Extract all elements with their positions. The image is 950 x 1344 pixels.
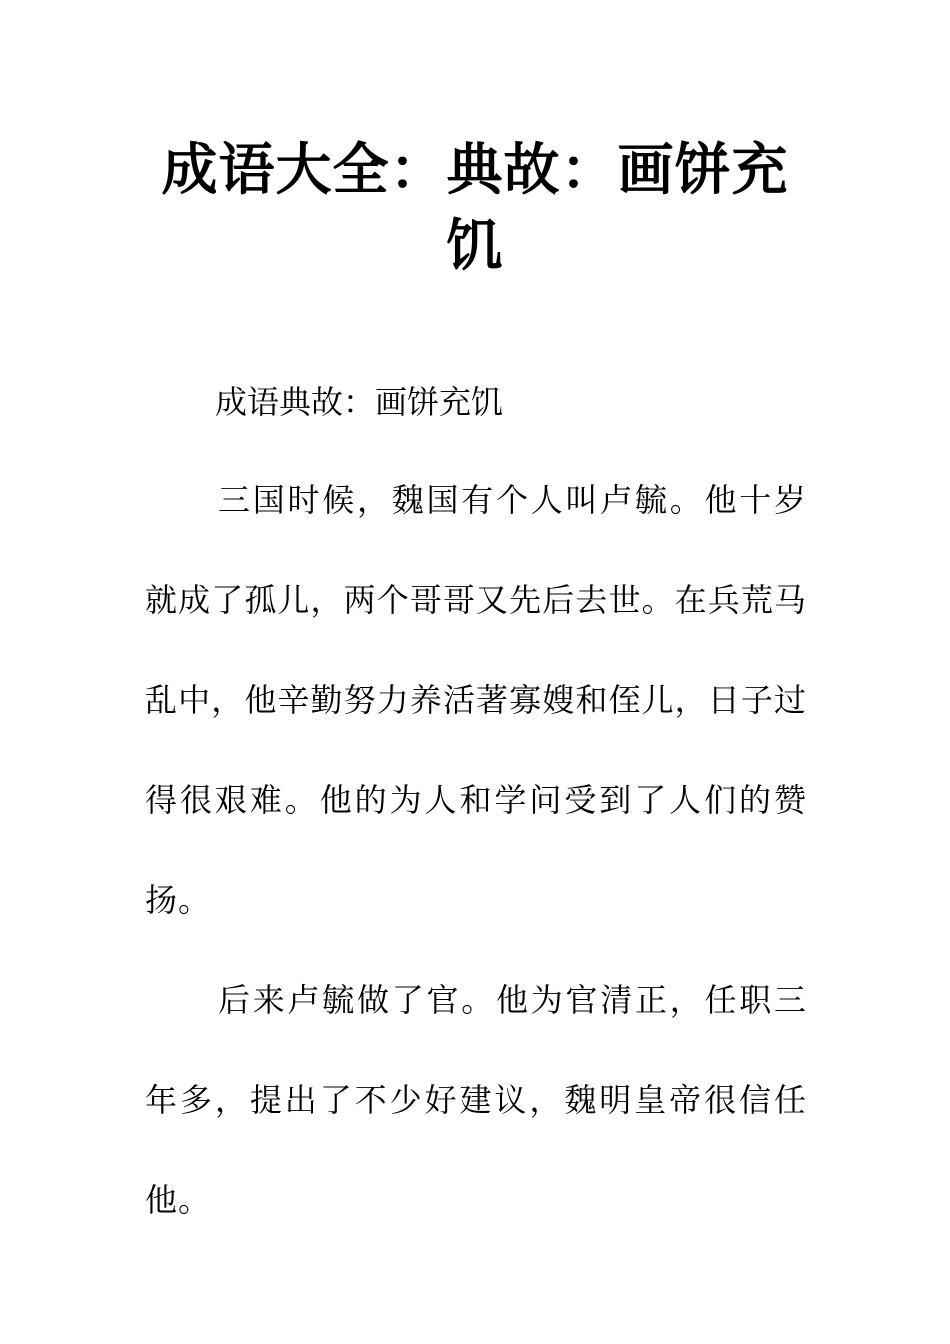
document-title: 成语大全：典故：画饼充饥 (161, 137, 789, 279)
section-heading: 成语典故：画饼充饥 (215, 383, 504, 421)
paragraph-2: 后来卢毓做了官。他为官清正，任职三年多，提出了不少好建议，魏明皇帝很信任他。 (145, 981, 807, 1219)
paragraph-1: 三国时候，魏国有个人叫卢毓。他十岁就成了孤儿，两个哥哥又先后去世。在兵荒马乱中，他辛勤努力养活著寡嫂和侄儿，日子过得很艰难。他的为人和学问受到了人们的赞扬。 (145, 481, 807, 919)
